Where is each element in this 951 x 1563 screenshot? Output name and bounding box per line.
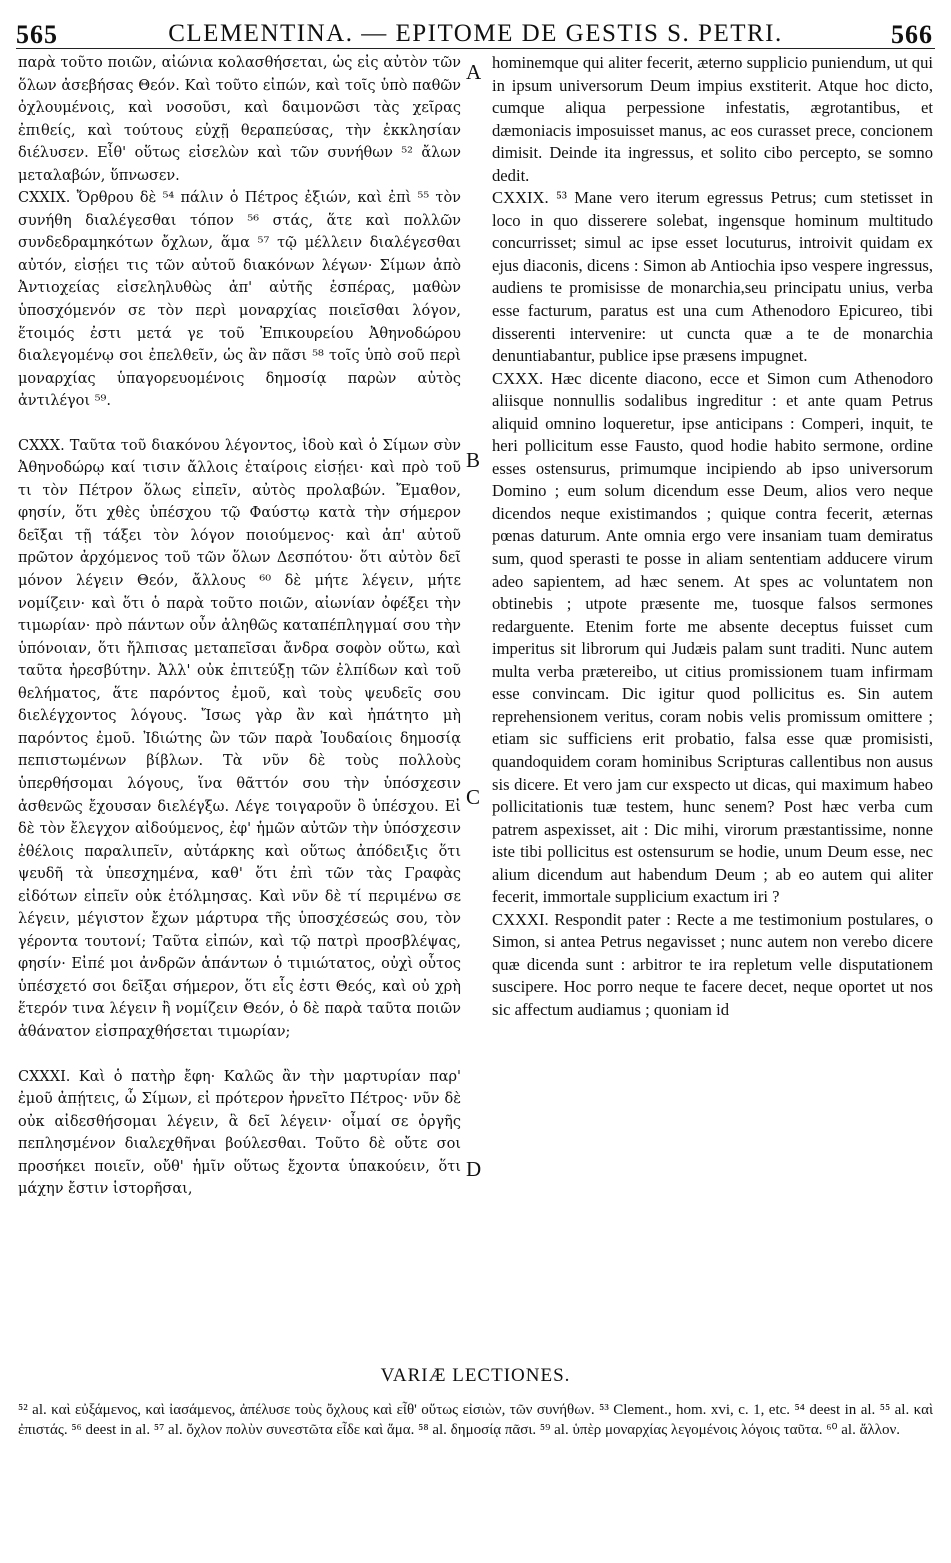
greek-paragraph-cxxxi: CXXXI. Καὶ ὁ πατὴρ ἔφη· Καλῶς ἂν τὴν μαρτυρίαν παρ' ἐμοῦ ἀπῄτεις, ὦ Σίμων, εἰ πρότερον ἠρνεῖτο Πέτρος· νῦν δὲ οὐκ αἰδεσθήσομαι λέγειν, ἃ δεῖ λέγειν· οἶμαί σε ὀργῆς πεπλησμένον διαλεχθῆναι βούλεσθαι. Τοῦτο δὲ οὔτε σοι προσήκει ποιεῖν, οὔθ' ἡμῖν οὕτως ἔχοντα ὑπακούειν, ὅτι μάχην ἔστιν ἱστορῆσαι, bbox=[18, 1068, 461, 1198]
latin-paragraph-cxxx: CXXX. Hæc dicente diacono, ecce et Simon cum Athenodoro aliisque nonnullis sodalibus ingreditur : et ante quam Petrus aliquid omnino loqueretur, ipse anticipans : Comperi, inquit, te heri pollicitum esse Fausto, quod hodie habito sermone, ordine esses ostensurus, primumque incipiendo ab ipso universorum Domino ; eum solum dicendum esse Deum, alios vero neque dicendos neque existimandos ; quique contra fecerit, æternas pœnas daturum. Ante omnia ergo vere insaniam tuam demiratus sum, quod sperasti te posse in aliam sententiam adducere virum adeo sapientem, ad hæc senem. At spes ac voluntatem non obtinebis ; utpote præsente me, tuosque falsos sermones redarguente. Etenim forte me absente deceptus fuisset cum imperitus sit librorum qui Judæis palam sunt traditi. Nunc autem multa verba prætereibo, ut citius promissionem tuam infirmam esse convincam. Dic igitur quod pollicitus es. Sin autem reprehensionem veritus, coram nobis velis promissum omittere ; etiam sic sufficiens erit probatio, falsa esse quæ promisisti, quandoquidem coram hominibus Scripturas callentibus non ausus sis dicere. Et vero jam cur exspecto ut dicas, qui maximum habeo pollicitationis tuæ testem, hunc senem? Post hæc verba cum patrem aspexisset, ait : Dic mihi, virorum præstantissime, nonne iste tibi pollicitus est ostensurum se hodie, unum Deum esse, nec alium dicendum aut habendum Deum ; ab eo autem qui aliter fecerit, immortale supplicium exactum iri ? bbox=[492, 368, 933, 907]
greek-paragraph-1: παρὰ τοῦτο ποιῶν, αἰώνια κολασθήσεται, ὡς εἰς αὐτὸν τῶν ὅλων ἀσεβήσας Θεόν. Καὶ τοῦτο εἰπών, καὶ τοῖς ὑπὸ παθῶν ὀχλουμένοις, καὶ νοσοῦσι, καὶ δαιμονῶσι τὰς χεῖρας ἐπιθείς, καὶ τούτους εὐχῇ θεραπεύσας, τὴν ἐκκλησίαν διέλυσεν. Εἶθ' οὕτως εἰσελὼν καὶ τῶν συνήθων ⁵² ἄλων μεταλαβών, ὕπνωσεν. bbox=[18, 55, 461, 184]
paragraph-gap bbox=[18, 1044, 461, 1066]
paragraph-gap bbox=[18, 413, 461, 435]
margin-letter-a: A bbox=[466, 60, 482, 84]
variae-lectiones-heading: VARIÆ LECTIONES. bbox=[380, 1365, 571, 1386]
margin-letter-d: D bbox=[466, 1157, 482, 1181]
latin-column bbox=[492, 52, 933, 1022]
page-number-left: 565 bbox=[16, 20, 58, 49]
greek-paragraph-cxxix: CXXIX. Ὄρθρου δὲ ⁵⁴ πάλιν ὁ Πέτρος ἐξιών, καὶ ἐπὶ ⁵⁵ τὸν συνήθη διαλέγεσθαι τόπον ⁵⁶ στάς, ἅτε καὶ πολλῶν συνδεδραμηκότων ὄχλων, ἅμα ⁵⁷ τῷ μέλλειν διαλέγεσθαι αὐτόν, εἰσῄει τις τῶν αὐτοῦ διακόνων λέγων· Σίμων ἀπὸ Ἀντιοχείας εἰσεληλυθὼς ἀπ' αὐτῆς ἑσπέρας, μαθὼν ὑποσχόμενόν σε τὸν περὶ μοναρχίας ποιεῖσθαι λόγον, ἕτοιμός ἐστι μετά γε τοῦ Ἐπικουρείου Ἀθηνοδώρου διαλεγομένῳ σοι ἐπελθεῖν, ὡς ἂν πᾶσι ⁵⁸ τοῖς ὑπὸ σοῦ περὶ μοναρχίας ὑπαγορευομένοις δημοσίᾳ παρὼν αὐτὸς ἀντιλέγοι ⁵⁹. bbox=[18, 190, 461, 410]
running-title: CLEMENTINA. — EPITOME DE GESTIS S. PETRI. bbox=[168, 20, 783, 47]
latin-paragraph-1: hominemque qui aliter fecerit, æterno supplicio puniendum, ut qui in ipsum universorum Deum impius exstiterit. Atque hoc dicto, cumque aliqua perpessione infestatis, ægrotantibus, et dæmoniacis imposuisset manus, ac eos curasset prece, concionem dimisit. Deinde ita ingressus, et solito cibo percepto, se somno dedit. bbox=[492, 53, 933, 185]
latin-paragraph-cxxix: CXXIX. ⁵³ Mane vero iterum egressus Petrus; cum stetisset in loco in quo disserere solebat, ingensque hominum multitudo concurrisset; simul ac ipse esset locuturus, introivit quidam ex ejus diaconis, dicens : Simon ab Antiochia ipso vespere ingressus, audiens te promisisse de monarchia,seu principatu unius, verba esse facturum, paratus est una cum Athenodoro Epicureo, tibi disserenti intervenire: ut cuncta quæ a te de monarchia denuntiabantur, publice ipse præsens impugnet. bbox=[492, 188, 933, 366]
page-number-right: 566 bbox=[891, 20, 933, 49]
latin-paragraph-cxxxi: CXXXI. Respondit pater : Recte a me testimonium postulares, o Simon, si antea Petrus negavisset ; nunc autem non verebo dicere quæ dicenda sunt : arbitror te ira repletum velle disputationem suscipere. Hoc porro neque te facere decet, neque oportet ut nos sic affectum audiamus ; quoniam id bbox=[492, 909, 933, 1019]
variant-readings-notes: ⁵² al. καὶ εὐξάμενος, καὶ ἰασάμενος, ἀπέλυσε τοὺς ὄχλους καὶ εἶθ' οὕτως εἰσιὼν, τῶν συνήθων. ⁵³ Clement., hom. xvi, c. 1, etc. ⁵⁴ deest in al. ⁵⁵ al. καὶ ἐπιστάς. ⁵⁶ deest in al. ⁵⁷ al. ὄχλον πολὺν συνεστῶτα εἶδε καὶ ἅμα. ⁵⁸ al. δημοσίᾳ πᾶσι. ⁵⁹ al. ὑπὲρ μοναρχίας λεγομένοις λόγοις ταῦτα. ⁶⁰ al. ἄλλον. bbox=[18, 1402, 933, 1438]
header-rule bbox=[16, 48, 935, 49]
margin-letter-c: C bbox=[466, 785, 481, 809]
greek-column bbox=[18, 52, 461, 1201]
margin-letter-b: B bbox=[466, 448, 481, 472]
greek-paragraph-cxxx: CXXX. Ταῦτα τοῦ διακόνου λέγοντος, ἰδοὺ καὶ ὁ Σίμων σὺν Ἀθηνοδώρῳ καί τισιν ἄλλοις ἑταίροις εἰσῄει· καὶ πρὸ τοῦ τι τὸν Πέτρον ὅλως εἰπεῖν, αὐτὸς προλαβών. Ἔμαθον, φησίν, ὅτι χθὲς ὑπέσχου τῷ Φαύστῳ κατὰ τὴν σήμερον δεῖξαι τῇ τάξει τὸν λόγον ποιούμενος· καὶ ἀπ' αὐτοῦ πρῶτον ἀρχόμενος τοῦ τῶν ὅλων Δεσπότου· ὅτι αὐτὸν δεῖ μόνον λέγειν Θεόν, ἄλλους ⁶⁰ δὲ μήτε λέγειν, μήτε νομίζειν· καὶ ὅτι ὁ παρὰ τοῦτο ποιῶν, αἰωνίαν ὀφέξει τὴν τιμωρίαν· πρὸ πάντων οὖν ἀληθῶς καταπέπληγμαί σου τὴν ὑπόνοιαν, ὅτι ἤλπισας μεταπεῖσαι ἄνδρα σοφὸν οὕτω, καὶ ταῦτα ἠρεσβύτην. Ἀλλ' οὐκ ἐπιτεύξῃ τῶν ἐλπίδων καὶ τοῦ θελήματος, ἅτε παρόντος ἐμοῦ, καὶ τοὺς ψευδεῖς σου διελέγχοντος λόγους. Ἴσως γὰρ ἂν καὶ ἠπάτητο μὴ παρόντος ἐμοῦ. Ἰδιώτης ὢν τῶν παρὰ Ἰουδαίοις δημοσίᾳ πεπιστωμένων βίβλων. Τὰ νῦν δὲ τοὺς πολλοὺς ὑπερθήσομαι λόγους, ἵνα θᾶττόν σου τὴν ὑπόσχεσιν ἀσθενῶς ἔχουσαν διελέγξω. Λέγε τοιγαροῦν ὃ ὑπέσχου. Εἰ δὲ τὸν ἔλεγχον αἰδούμενος, ἐφ' ἡμῶν αὐτῶν τὴν ὑπόσχεσιν ἐθέλοις παραλιπεῖν, αὐτάρκης καὶ οὕτως ἀπόδειξις ὅτι ψευδῆ τὰ ὑπεσχημένα, καθ' ὅτι ἐπὶ τῶν τὰς Γραφὰς εἰδότων εἰπεῖν οὐκ ἐτόλμησας. Καὶ νῦν δὲ τί περιμένω σε λέγειν, μέγιστον ἔχων μάρτυρα τῆς ὑποσχέσεώς σου, τὸν γέροντα τουτονί; Ταῦτα εἰπών, καὶ τῷ πατρὶ προσβλέψας, φησίν· Εἰπέ μοι ἀνδρῶν ἁπάντων ὁ τιμιώτατος, οὐχὶ οὗτος ὑπέσχετό σοι δεῖξαι σήμερον, ὅτι εἷς ἐστι Θεός, καὶ οὐ χρὴ ἕτερόν τινα λέγειν ἢ νομίζειν Θεόν, ὁ δὲ παρὰ ταῦτα ποιῶν ἀθάνατον εἰσπραχθήσεται τιμωρίαν; bbox=[18, 437, 461, 1040]
